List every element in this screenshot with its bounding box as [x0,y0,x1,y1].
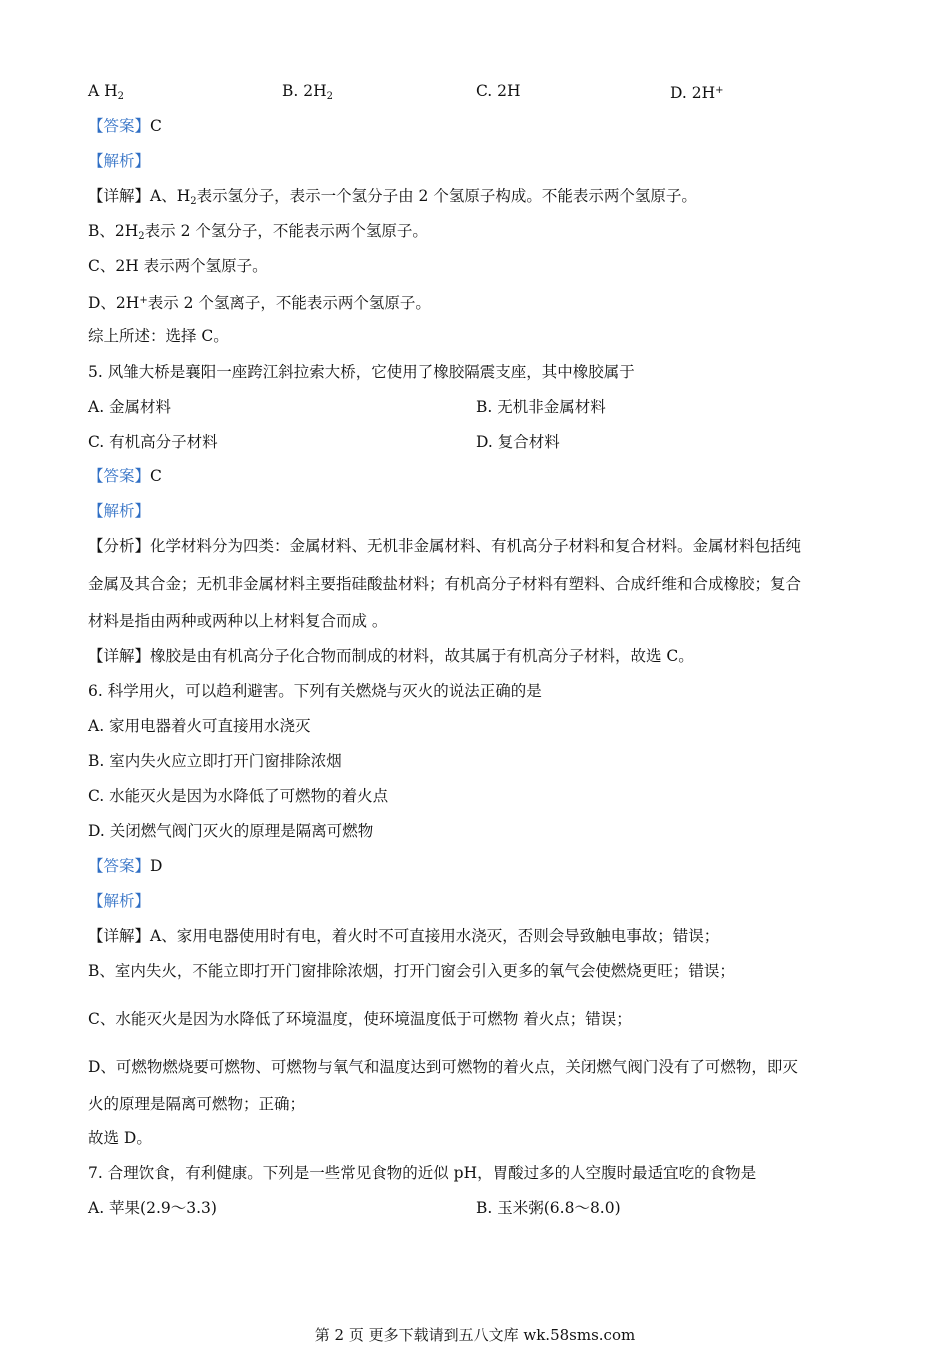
answer-tag: 【答案】 [88,857,151,875]
answer-tag: 【答案】 [88,117,151,135]
q6-option-d: D. 关闭燃气阀门灭火的原理是隔离可燃物 [88,822,374,840]
q6-analysis-tag: 【解析】 [88,892,151,910]
q6-answer: 【答案】D [88,857,163,875]
q4-detail-a: 【详解】A、$H_2$表示氢分子，表示一个氢分子由 2 个氢原子构成。不能表示两个氢原子。 [88,187,697,207]
q4-summary: 综上所述：选择 C。 [88,327,229,345]
q5-analysis-line-2: 金属及其合金；无机非金属材料主要指硅酸盐材料；有机高分子材料有塑料、合成纤维和合成橡胶；复合 [88,575,802,593]
q7-option-b: B. 玉米粥(6.8～8.0) [476,1199,621,1217]
q4-detail-c: C、2H 表示两个氢原子。 [88,257,268,275]
q6-detail-d-line-1: D、可燃物燃烧要可燃物、可燃物与氧气和温度达到可燃物的着火点，关闭燃气阀门没有了可燃物，即灭 [88,1058,798,1076]
q6-detail-d-line-2: 火的原理是隔离可燃物；正确； [88,1095,306,1113]
q4-answer: 【答案】C [88,117,162,135]
q4-option-c: C. 2H [476,82,521,100]
q5-option-a: A. 金属材料 [88,398,172,416]
q4-option-d: D. 2H+ [670,84,724,102]
answer-tag: 【答案】 [88,467,151,485]
q5-option-d: D. 复合材料 [476,433,560,451]
q6-detail-a: 【详解】A、家用电器使用时有电，着火时不可直接用水浇灭，否则会导致触电事故；错误； [88,927,720,945]
q6-detail-b: B、室内失火，不能立即打开门窗排除浓烟，打开门窗会引入更多的氧气会使燃烧更旺；错误； [88,962,735,980]
q5-option-c: C. 有机高分子材料 [88,433,218,451]
q5-question: 5. 风雏大桥是襄阳一座跨江斜拉索大桥，它使用了橡胶隔震支座，其中橡胶属于 [88,363,635,381]
q5-analysis-tag: 【解析】 [88,502,151,520]
q5-option-b: B. 无机非金属材料 [476,398,606,416]
q4-analysis-tag: 【解析】 [88,152,151,170]
q4-option-a: A $H_2$ [88,82,125,102]
q5-analysis-line-1: 【分析】化学材料分为四类：金属材料、无机非金属材料、有机高分子材料和复合材料。金属材料包括纯 [88,537,802,555]
q5-answer: 【答案】C [88,467,162,485]
q4-option-b: B. $2H_2$ [282,82,333,102]
q5-detail: 【详解】橡胶是由有机高分子化合物而制成的材料，故其属于有机高分子材料，故选 C。 [88,647,694,665]
q4-detail-d: D、2H+表示 2 个氢离子，不能表示两个氢原子。 [88,294,431,312]
q6-detail-c: C、水能灭火是因为水降低了环境温度，使环境温度低于可燃物 着火点；错误； [88,1010,632,1028]
q6-option-b: B. 室内失火应立即打开门窗排除浓烟 [88,752,342,770]
q4-detail-b: B、$2H_2$表示 2 个氢分子，不能表示两个氢原子。 [88,222,428,242]
q6-question: 6. 科学用火，可以趋利避害。下列有关燃烧与灭火的说法正确的是 [88,682,542,700]
page-footer: 第 2 页 更多下载请到五八文库 wk.58sms.com [314,1326,636,1344]
q7-question: 7. 合理饮食，有利健康。下列是一些常见食物的近似 pH，胃酸过多的人空腹时最适宜吃的食物是 [88,1164,757,1182]
q6-option-a: A. 家用电器着火可直接用水浇灭 [88,717,311,735]
q5-analysis-line-3: 材料是指由两种或两种以上材料复合而成 。 [88,612,388,630]
q6-summary: 故选 D。 [88,1129,152,1147]
q6-option-c: C. 水能灭火是因为水降低了可燃物的着火点 [88,787,389,805]
q7-option-a: A. 苹果(2.9～3.3) [88,1199,217,1217]
